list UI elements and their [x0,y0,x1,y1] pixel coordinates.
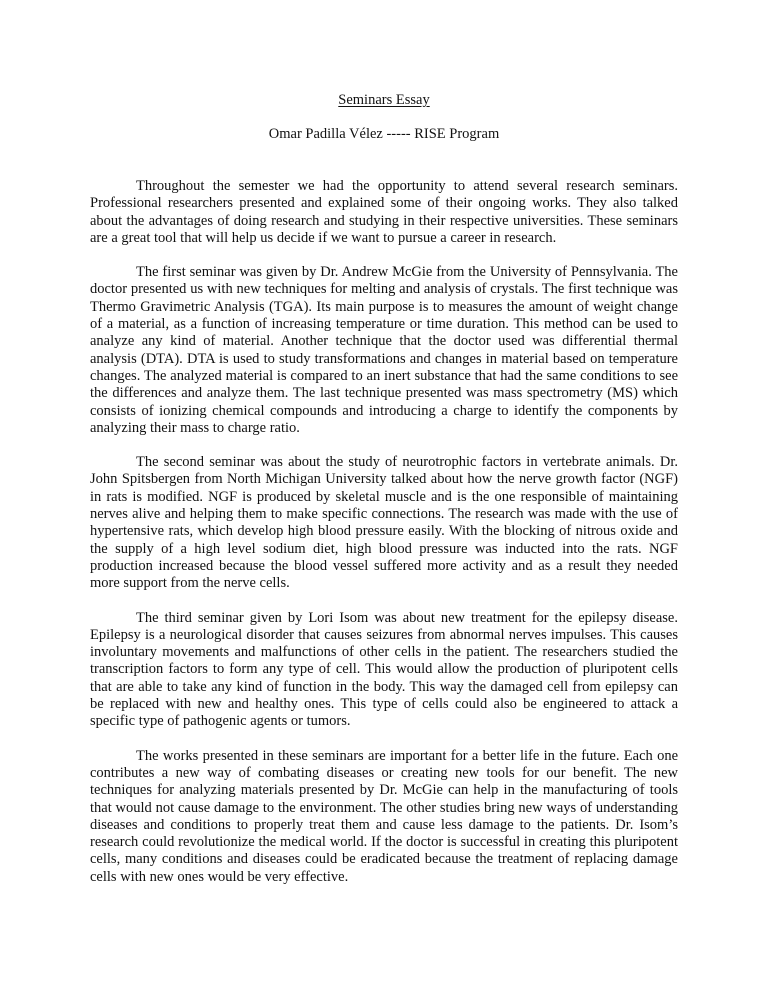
paragraph-second-seminar: The second seminar was about the study of neurotrophic factors in vertebrate animals. Dr. John Spitsbergen from North Michigan University talked about how the nerve growth factor (NGF) in rats is modified. NGF is produced by skeletal muscle and is the one responsible of maintaining nerves alive and helping them to make specific connections. The research was made with the use of hypertensive rats, which develop high blood pressure easily. With the blocking of nitrous oxide and the supply of a high level sodium diet, high blood pressure was inducted into the rats. NGF production increased because the blood vessel suffered more activity and as a result they needed more support from the nerve cells. [90,454,678,592]
author-line: Omar Padilla Vélez ----- RISE Program [268,126,500,142]
paragraph-intro: Throughout the semester we had the opportunity to attend several research seminars. Professional researchers presented and explained some of their ongoing works. They also talked about the advantages of doing research and studying in their respective universities. These seminars are a great tool that will help us decide if we want to pursue a career in research. [90,178,678,246]
paragraph-third-seminar: The third seminar given by Lori Isom was about new treatment for the epilepsy disease. Epilepsy is a neurological disorder that causes seizures from abnormal nerves impulses. This causes involuntary movements and malfunctions of other cells in the patient. The researchers studied the transcription factors to form any type of cell. This would allow the production of pluripotent cells that are able to take any kind of function in the body. This way the damaged cell from epilepsy can be replaced with new and healthy ones. This type of cells could also be engineered to attack a specific type of pathogenic agents or tumors. [90,609,678,730]
paragraph-conclusion: The works presented in these seminars are important for a better life in the future. Each one contributes a new way of combating diseases or creating new tools for our benefit. The new techniques for analyzing materials presented by Dr. McGie can help in the manufacturing of tools that would not cause damage to the environment. The other studies bring new ways of understanding diseases and conditions to properly treat them and cause less damage to the patients. Dr. Isom’s research could revolutionize the medical world. If the doctor is successful in creating this pluripotent cells, many conditions and diseases could be eradicated because the treatment of replacing damage cells with new ones would be very effective. [90,747,678,885]
document-title: Seminars Essay [338,92,430,108]
essay-body [90,178,678,903]
paragraph-first-seminar: The first seminar was given by Dr. Andrew McGie from the University of Pennsylvania. The doctor presented us with new techniques for melting and analysis of crystals. The first technique was Thermo Gravimetric Analysis (TGA). Its main purpose is to measures the amount of weight change of a material, as a function of increasing temperature or time duration. This method can be used to analyze any kind of material. Another technique that the doctor used was differential thermal analysis (DTA). DTA is used to study transformations and changes in material based on temperature changes. The analyzed material is compared to an inert substance that had the same conditions to see the differences and analyze them. The last technique presented was mass spectrometry (MS) which consists of ionizing chemical compounds and introducing a charge to identify the components by analyzing their mass to charge ratio. [90,264,678,436]
